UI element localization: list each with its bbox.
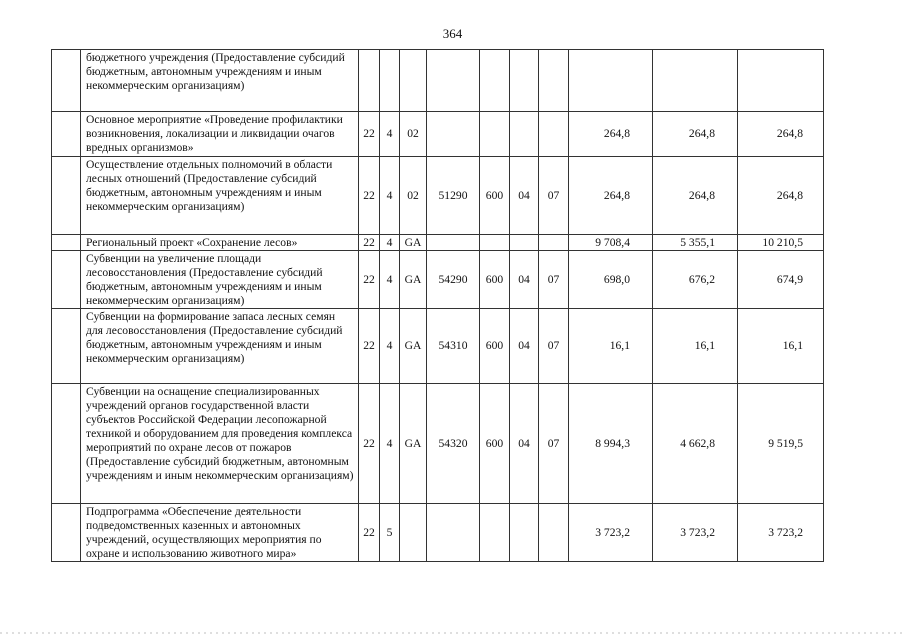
- cell-c1: [510, 50, 539, 112]
- cell-y1: 264,8: [569, 112, 653, 157]
- cell-vr: [480, 112, 510, 157]
- row-margin-cell: [52, 309, 81, 384]
- row-margin-cell: [52, 235, 81, 251]
- cell-gr: 22: [359, 251, 380, 309]
- cell-y1: 16,1: [569, 309, 653, 384]
- cell-gr: [359, 50, 380, 112]
- cell-pr: GA: [400, 251, 427, 309]
- cell-csr: [427, 50, 480, 112]
- row-margin-cell: [52, 504, 81, 562]
- cell-c1: 04: [510, 251, 539, 309]
- cell-c1: [510, 504, 539, 562]
- cell-y3: 16,1: [738, 309, 824, 384]
- cell-y3: 674,9: [738, 251, 824, 309]
- page-number: 364: [442, 26, 463, 41]
- cell-gr: 22: [359, 384, 380, 504]
- cell-y1: [569, 50, 653, 112]
- cell-vr: 600: [480, 157, 510, 235]
- cell-c1: [510, 235, 539, 251]
- cell-c1: 04: [510, 309, 539, 384]
- cell-vr: 600: [480, 309, 510, 384]
- cell-c1: 04: [510, 157, 539, 235]
- cell-csr: 54290: [427, 251, 480, 309]
- cell-pr: 02: [400, 112, 427, 157]
- cell-c1: 04: [510, 384, 539, 504]
- cell-name: бюджетного учреждения (Предоставление субсидий бюджетным, автономным учреждениям и иным некоммерческим организациям): [81, 50, 359, 112]
- cell-y1: 698,0: [569, 251, 653, 309]
- cell-vr: [480, 235, 510, 251]
- cell-rz: 4: [380, 235, 400, 251]
- cell-rz: 4: [380, 157, 400, 235]
- cell-c2: 07: [539, 384, 569, 504]
- cell-vr: [480, 50, 510, 112]
- cell-pr: [400, 50, 427, 112]
- cell-rz: 4: [380, 309, 400, 384]
- cell-c2: 07: [539, 309, 569, 384]
- cell-y2: 5 355,1: [653, 235, 738, 251]
- cell-y2: [653, 50, 738, 112]
- cell-y2: 16,1: [653, 309, 738, 384]
- row-margin-cell: [52, 50, 81, 112]
- cell-name: Субвенции на увеличение площади лесовосстановления (Предоставление субсидий бюджетным, автономным учреждениям и иным некоммерческим организациям): [81, 251, 359, 309]
- cell-c2: 07: [539, 251, 569, 309]
- cell-pr: GA: [400, 384, 427, 504]
- row-margin-cell: [52, 384, 81, 504]
- cell-y3: 10 210,5: [738, 235, 824, 251]
- cell-y1: 264,8: [569, 157, 653, 235]
- cell-name: Региональный проект «Сохранение лесов»: [81, 235, 359, 251]
- cell-csr: 54310: [427, 309, 480, 384]
- table-row: [52, 50, 824, 112]
- cell-rz: [380, 50, 400, 112]
- cell-csr: 51290: [427, 157, 480, 235]
- cell-gr: 22: [359, 112, 380, 157]
- cell-c2: [539, 235, 569, 251]
- budget-table: [51, 49, 824, 562]
- table-row: [52, 309, 824, 384]
- row-margin-cell: [52, 157, 81, 235]
- cell-csr: [427, 235, 480, 251]
- scan-edge-noise: [0, 632, 905, 634]
- table-row: [52, 157, 824, 235]
- cell-y3: 9 519,5: [738, 384, 824, 504]
- cell-y2: 676,2: [653, 251, 738, 309]
- cell-y1: 9 708,4: [569, 235, 653, 251]
- cell-csr: [427, 504, 480, 562]
- cell-rz: 4: [380, 384, 400, 504]
- cell-y3: 264,8: [738, 112, 824, 157]
- table-row: [52, 384, 824, 504]
- cell-gr: 22: [359, 235, 380, 251]
- cell-vr: [480, 504, 510, 562]
- table-row: [52, 504, 824, 562]
- cell-y3: 264,8: [738, 157, 824, 235]
- cell-y3: [738, 50, 824, 112]
- cell-y1: 3 723,2: [569, 504, 653, 562]
- cell-pr: [400, 504, 427, 562]
- cell-name: Осуществление отдельных полномочий в области лесных отношений (Предоставление субсидий бюджетным, автономным учреждениям и иным некоммерческим организациям): [81, 157, 359, 235]
- table-row: [52, 251, 824, 309]
- cell-vr: 600: [480, 251, 510, 309]
- cell-name: Основное мероприятие «Проведение профилактики возникновения, локализации и ликвидации очагов вредных организмов»: [81, 112, 359, 157]
- table-row: [52, 112, 824, 157]
- cell-name: Субвенции на оснащение специализированных учреждений органов государственной власти субъектов Российской Федерации лесопожарной техникой и оборудованием для проведения комплекса мероприятий по охране лесов от пожаров (Предоставление субсидий бюджетным, автономным учреждениям и иным некоммерческим организациям): [81, 384, 359, 504]
- cell-y3: 3 723,2: [738, 504, 824, 562]
- row-margin-cell: [52, 112, 81, 157]
- cell-rz: 5: [380, 504, 400, 562]
- cell-c2: [539, 50, 569, 112]
- cell-gr: 22: [359, 309, 380, 384]
- cell-pr: 02: [400, 157, 427, 235]
- cell-csr: [427, 112, 480, 157]
- cell-y2: 4 662,8: [653, 384, 738, 504]
- cell-csr: 54320: [427, 384, 480, 504]
- cell-name: Подпрограмма «Обеспечение деятельности подведомственных казенных и автономных учреждений, осуществляющих мероприятия по охране и использованию животного мира»: [81, 504, 359, 562]
- cell-y2: 264,8: [653, 112, 738, 157]
- cell-y1: 8 994,3: [569, 384, 653, 504]
- cell-name: Субвенции на формирование запаса лесных семян для лесовосстановления (Предоставление субсидий бюджетным, автономным учреждениям и иным некоммерческим организациям): [81, 309, 359, 384]
- cell-pr: GA: [400, 235, 427, 251]
- cell-y2: 264,8: [653, 157, 738, 235]
- cell-c2: [539, 504, 569, 562]
- cell-rz: 4: [380, 112, 400, 157]
- cell-c1: [510, 112, 539, 157]
- cell-c2: 07: [539, 157, 569, 235]
- cell-gr: 22: [359, 504, 380, 562]
- cell-pr: GA: [400, 309, 427, 384]
- table-row: [52, 235, 824, 251]
- cell-rz: 4: [380, 251, 400, 309]
- cell-c2: [539, 112, 569, 157]
- cell-vr: 600: [480, 384, 510, 504]
- cell-y2: 3 723,2: [653, 504, 738, 562]
- row-margin-cell: [52, 251, 81, 309]
- cell-gr: 22: [359, 157, 380, 235]
